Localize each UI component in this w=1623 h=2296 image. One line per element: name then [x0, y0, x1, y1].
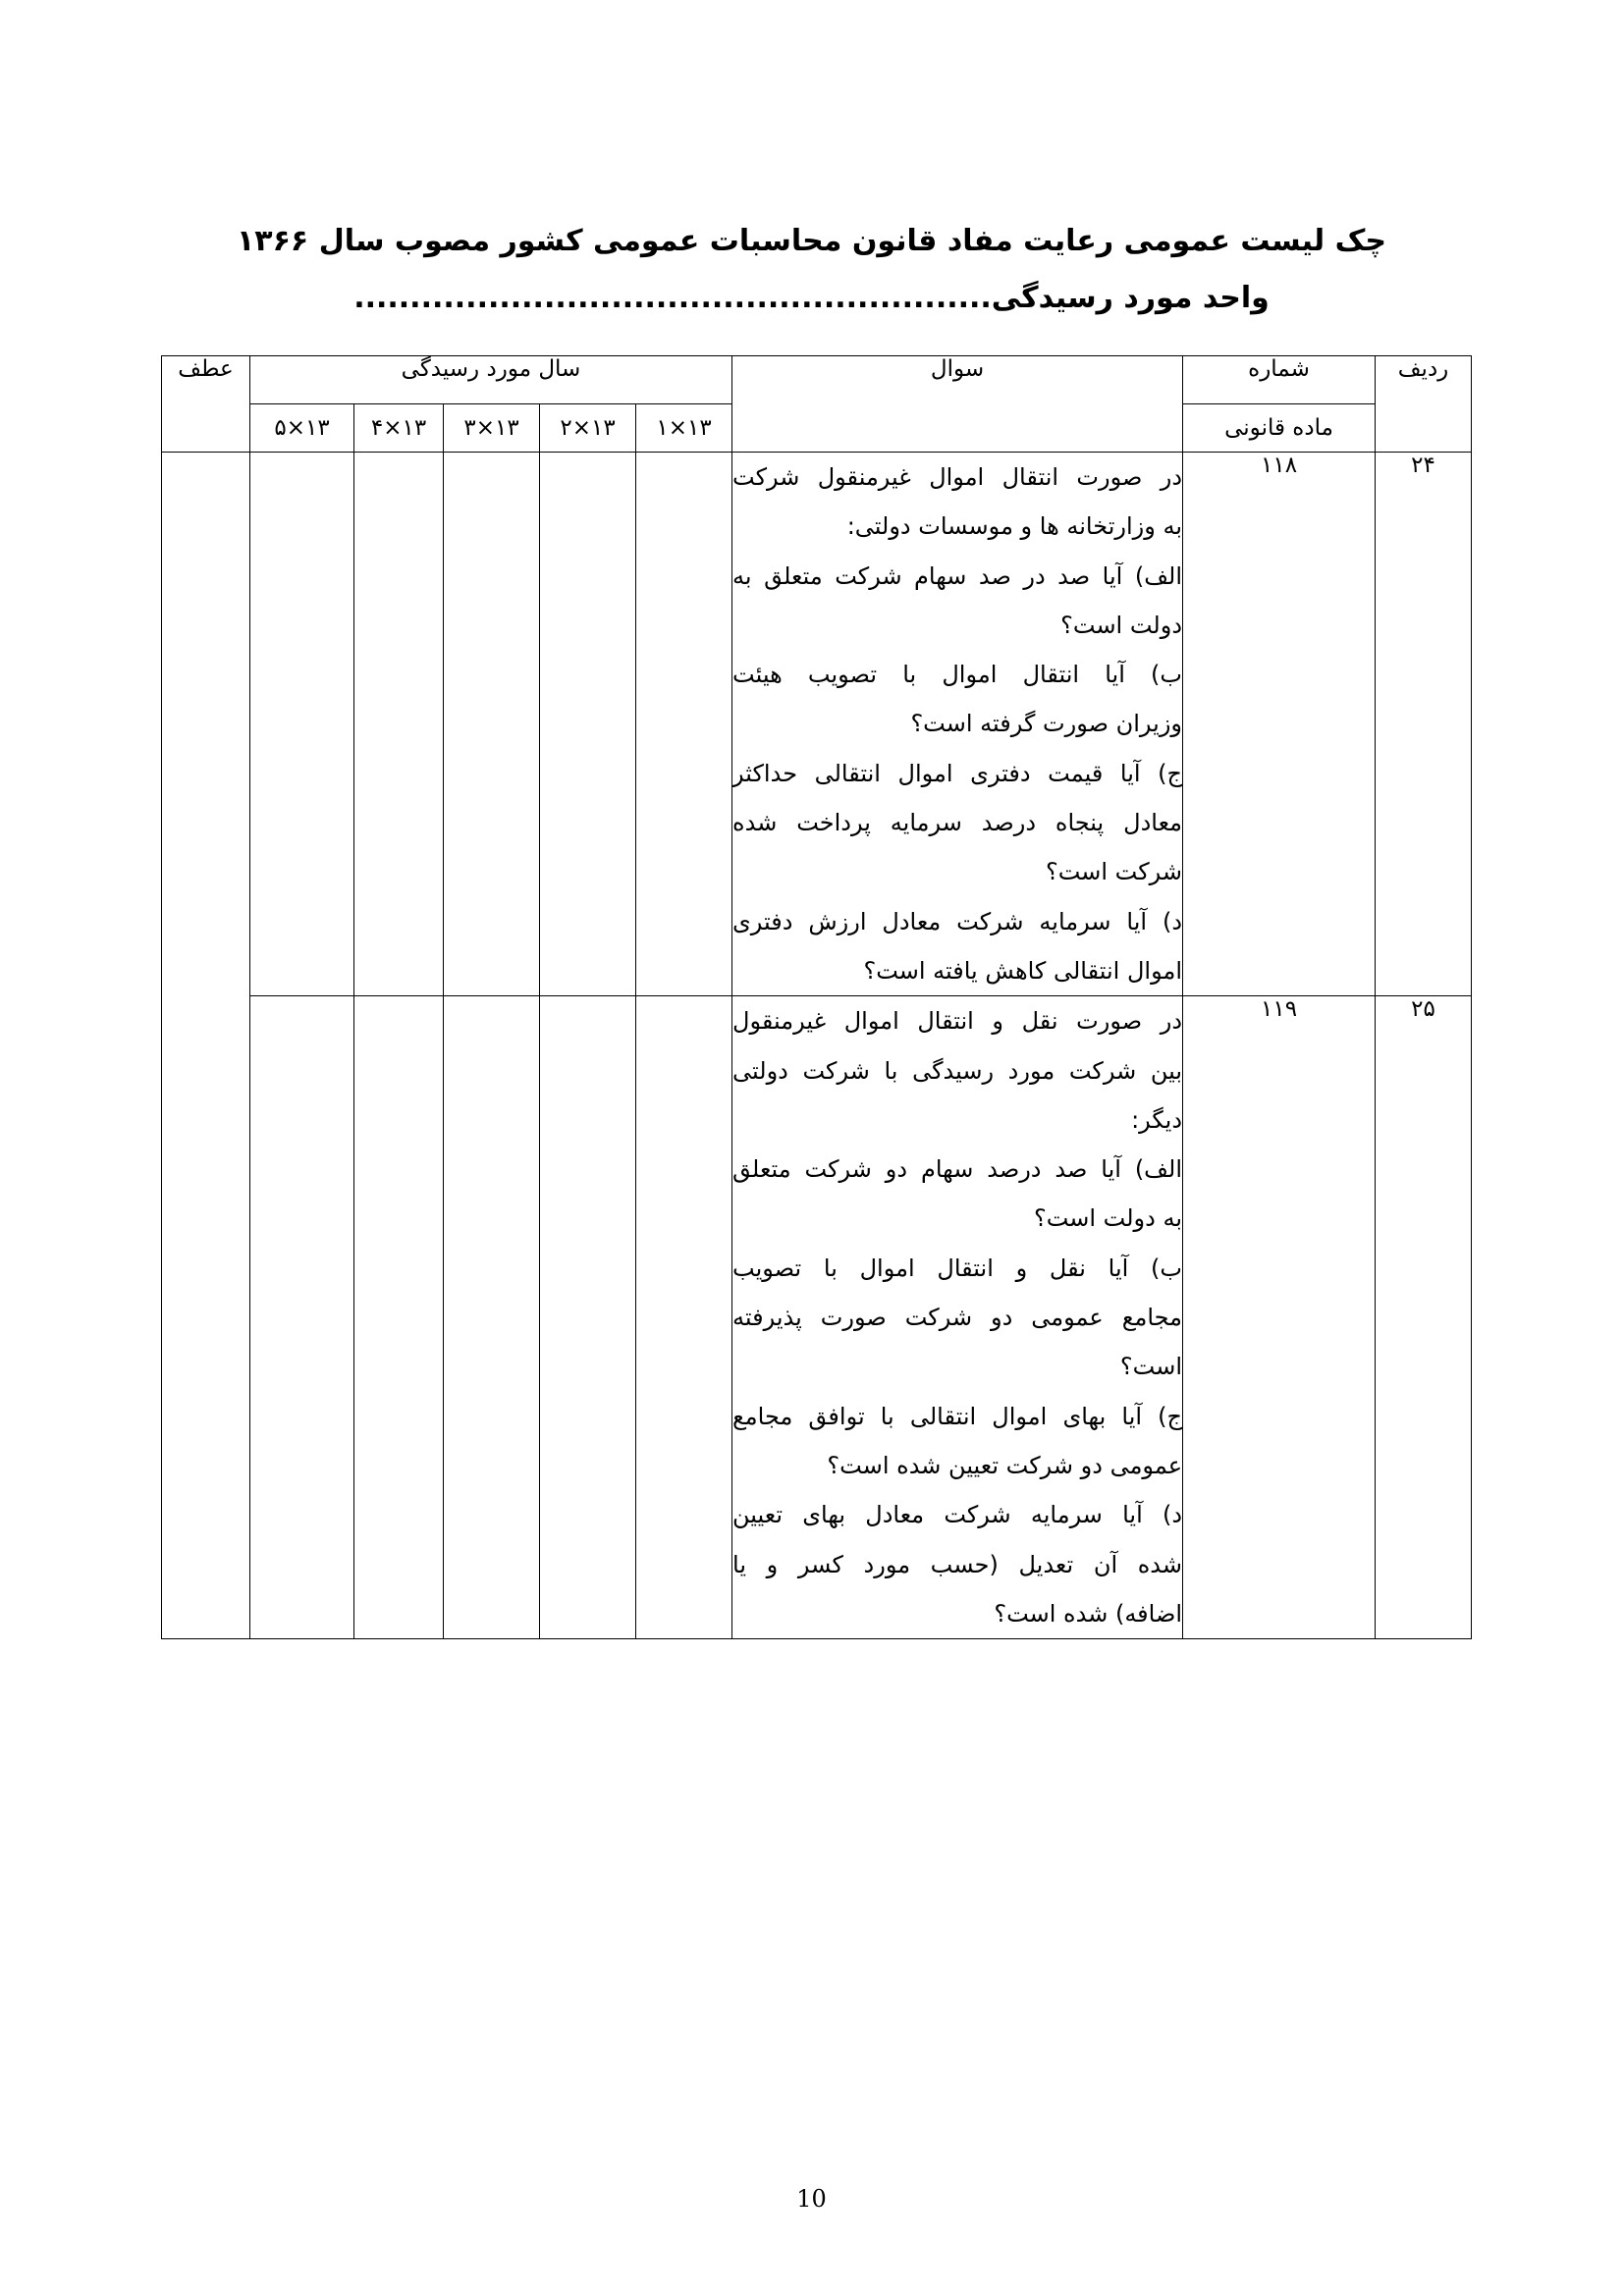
header-article-number: شماره — [1183, 356, 1376, 404]
question-line: ب) آیا نقل و انتقال اموال با تصویب — [732, 1254, 1183, 1282]
year-2-cell — [540, 996, 636, 1639]
year-1-cell — [636, 996, 732, 1639]
question-line: ب) آیا انتقال اموال با تصویب هیئت — [732, 661, 1183, 689]
year-5-cell — [250, 996, 354, 1639]
table-row — [162, 453, 1472, 996]
question-line: شرکت است؟ — [1045, 858, 1183, 886]
question-line: معادل پنجاه درصد سرمایه پرداخت شده — [732, 809, 1183, 837]
question-line: اضافه) شده است؟ — [994, 1599, 1183, 1628]
page-number: 10 — [796, 2185, 827, 2213]
question-line: وزیران صورت گرفته است؟ — [910, 710, 1183, 738]
question-cell — [732, 453, 1183, 996]
question-line: در صورت انتقال اموال غیرمنقول شرکت — [732, 463, 1183, 491]
question-line: شده آن تعدیل (حسب مورد کسر و یا — [732, 1550, 1183, 1578]
year-column-5: ۱۳×۵ — [250, 404, 354, 453]
article-number-cell: ۱۱۹ — [1183, 996, 1376, 1639]
question-line: بین شرکت مورد رسیدگی با شرکت دولتی — [732, 1056, 1183, 1085]
question-line: است؟ — [1119, 1353, 1183, 1381]
audited-unit-line: واحد مورد رسیدگی......................................................... — [353, 281, 1270, 315]
question-line: الف) آیا صد در صد سهام شرکت متعلق به — [732, 561, 1183, 590]
question-line: د) آیا سرمایه شرکت معادل ارزش دفتری — [732, 907, 1183, 935]
question-line: ج) آیا قیمت دفتری اموال انتقالی حداکثر — [732, 759, 1183, 787]
question-line: به وزارتخانه ها و موسسات دولتی: — [846, 512, 1183, 541]
year-2-cell — [540, 453, 636, 996]
header-article-number-line2: ماده قانونی — [1183, 404, 1376, 453]
question-line: الف) آیا صد درصد سهام دو شرکت متعلق — [732, 1155, 1183, 1184]
header-audit-year: سال مورد رسیدگی — [250, 356, 732, 404]
reference-cell — [162, 453, 250, 1639]
year-4-cell — [354, 996, 444, 1639]
question-line: د) آیا سرمایه شرکت معادل بهای تعیین — [732, 1501, 1183, 1529]
year-3-cell — [444, 453, 540, 996]
year-4-cell — [354, 453, 444, 996]
header-question: سوال — [732, 356, 1183, 453]
article-number-cell: ۱۱۸ — [1183, 453, 1376, 996]
checklist-table — [161, 355, 1472, 1639]
header-row-number: ردیف — [1376, 356, 1472, 453]
year-column-2: ۱۳×۲ — [540, 404, 636, 453]
year-column-3: ۱۳×۳ — [444, 404, 540, 453]
question-line: دولت است؟ — [1060, 611, 1183, 639]
question-line: عمومی دو شرکت تعیین شده است؟ — [827, 1451, 1183, 1479]
row-number-cell: ۲۵ — [1376, 996, 1472, 1639]
question-line: در صورت نقل و انتقال اموال غیرمنقول — [732, 1007, 1183, 1036]
question-line: اموال انتقالی کاهش یافته است؟ — [863, 956, 1183, 985]
question-line: دیگر: — [1131, 1105, 1183, 1134]
row-number-cell: ۲۴ — [1376, 453, 1472, 996]
year-1-cell — [636, 453, 732, 996]
year-3-cell — [444, 996, 540, 1639]
header-row-1 — [162, 356, 1472, 404]
question-line: به دولت است؟ — [1033, 1204, 1183, 1233]
table-row — [162, 996, 1472, 1639]
year-column-4: ۱۳×۴ — [354, 404, 444, 453]
year-column-1: ۱۳×۱ — [636, 404, 732, 453]
question-cell — [732, 996, 1183, 1639]
page-title: چک لیست عمومی رعایت مفاد قانون محاسبات عمومی کشور مصوب سال ۱۳۶۶ — [237, 224, 1386, 258]
question-line: ج) آیا بهای اموال انتقالی با توافق مجامع — [732, 1402, 1183, 1430]
header-reference: عطف — [162, 356, 250, 453]
question-line: مجامع عمومی دو شرکت صورت پذیرفته — [732, 1304, 1183, 1332]
year-5-cell — [250, 453, 354, 996]
